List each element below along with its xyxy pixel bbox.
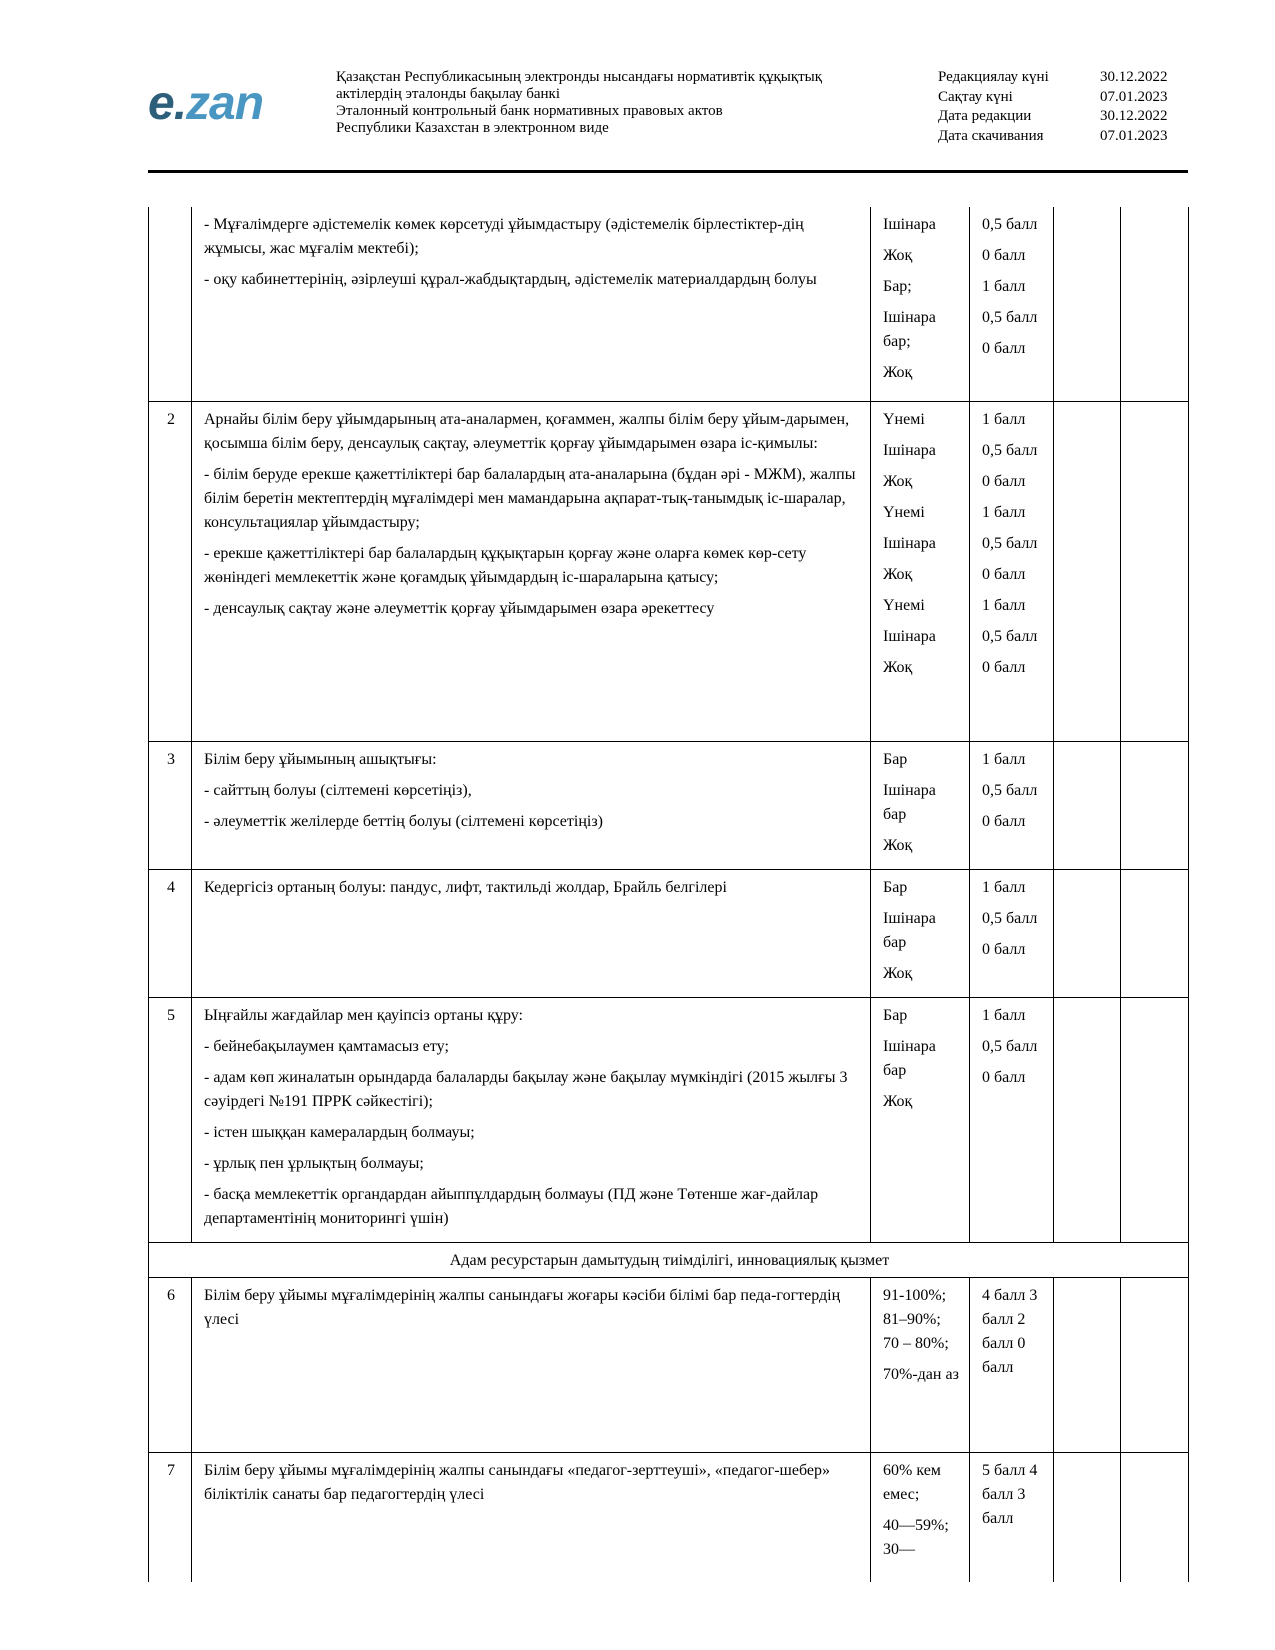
empty-cell [1121, 207, 1189, 401]
criterion-text: Білім беру ұйымы мұғалімдерінің жалпы санындағы «педагог-зерттеуші», «педагог-шебер» біліктілік санаты бар педагогтердің үлесі [204, 1461, 830, 1503]
score-text: 0,5 балл [982, 909, 1038, 927]
score-text: 4 балл 3 балл 2 балл 0 балл [982, 1286, 1038, 1376]
value-text: Жоқ [883, 472, 913, 490]
value-text: 91-100%; 81–90%; 70 – 80%; [883, 1286, 949, 1352]
score-text: 0,5 балл [982, 1037, 1038, 1055]
value-text: Ішінара бар [883, 781, 936, 823]
meta-row [938, 127, 1168, 147]
empty-cell [1054, 1452, 1121, 1582]
criterion-text: - әлеуметтік желілерде беттің болуы (сілтемені көрсетіңіз) [204, 812, 603, 830]
score-text: 0,5 балл [982, 534, 1038, 552]
score-cell [970, 997, 1054, 1242]
score-cell [970, 741, 1054, 869]
empty-cell [1121, 997, 1189, 1242]
meta-label: Редакциялау күні [938, 69, 1049, 85]
value-cell [871, 1452, 970, 1582]
value-text: 70%-дан аз [883, 1365, 959, 1383]
value-text: Жоқ [883, 247, 913, 264]
score-text: 0,5 балл [982, 309, 1038, 326]
value-text: Жоқ [883, 836, 913, 854]
criterion-text: Білім беру ұйымы мұғалімдерінің жалпы санындағы жоғары кәсіби білімі бар педа-гогтердің үлесі [204, 1286, 841, 1328]
empty-cell [1121, 1277, 1189, 1452]
score-text: 1 балл [982, 278, 1026, 295]
value-text: Бар [883, 878, 908, 896]
empty-cell [1121, 1452, 1189, 1582]
document-header [0, 0, 1275, 175]
meta-label: Дата скачивания [938, 127, 1044, 144]
value-text: Ішінара [883, 216, 936, 233]
meta-row [938, 88, 1168, 108]
row-number: 3 [149, 741, 192, 869]
value-text: Жоқ [883, 964, 913, 982]
row-number: 5 [149, 997, 192, 1242]
empty-cell [1054, 1277, 1121, 1452]
criterion-text: - білім беруде ерекше қажеттіліктері бар балалардың ата-аналарына (бұдан әрі - МЖМ), жалпы білім беретін мектептердің мұғалімдері мен мамандарына ақпарат-тық-танымдық іс-шаралар, консультациялар ұйымдастыру; [204, 465, 856, 531]
value-text: Бар [883, 1006, 908, 1024]
meta-value: 30.12.2022 [1100, 69, 1168, 85]
table-row [149, 1452, 1189, 1582]
criterion-text: Кедергісіз ортаның болуы: пандус, лифт, тактильді жолдар, Брайль белгілері [204, 878, 727, 896]
value-text: Ішінара [883, 534, 936, 552]
criterion-text: - денсаулық сақтау және әлеуметтік қорғау ұйымдарымен өзара әрекеттесу [204, 599, 715, 617]
criterion-cell [192, 1452, 871, 1582]
criteria-table-body [149, 207, 1189, 1582]
score-cell [970, 1452, 1054, 1582]
row-number: 2 [149, 401, 192, 741]
value-text: 40—59%; 30— [883, 1516, 949, 1558]
score-text: 0,5 балл [982, 781, 1038, 799]
empty-cell [1054, 207, 1121, 401]
criterion-text: Ыңғайлы жағдайлар мен қауіпсіз ортаны құру: [204, 1006, 523, 1024]
criterion-text: - басқа мемлекеттік органдардан айыппұлдардың болмауы (ПД және Төтенше жағ-дайлар департаментінің мониторингі үшін) [204, 1185, 819, 1227]
value-text: Ішінара [883, 627, 936, 645]
value-cell [871, 401, 970, 741]
empty-cell [1121, 869, 1189, 997]
meta-row [938, 68, 1168, 88]
table-row [149, 401, 1189, 741]
header-line: актілердің эталонды бақылау банкі [336, 86, 560, 102]
criterion-text: - адам көп жиналатын орындарда балаларды бақылау және бақылау мүмкіндігі (2015 жылғы 3 сәуірдегі №191 ПРРК сәйкестігі); [204, 1068, 848, 1110]
row-number [149, 207, 192, 401]
criterion-cell [192, 1277, 871, 1452]
score-text: 1 балл [982, 596, 1026, 614]
score-text: 0 балл [982, 1068, 1026, 1086]
score-text: 0,5 балл [982, 627, 1038, 645]
score-text: 0,5 балл [982, 441, 1038, 459]
value-text: Ішінара [883, 441, 936, 459]
section-row [149, 1242, 1189, 1277]
score-text: 0 балл [982, 658, 1026, 676]
score-cell [970, 207, 1054, 401]
score-text: 1 балл [982, 1006, 1026, 1024]
value-text: Ішінара бар [883, 909, 936, 951]
score-text: 1 балл [982, 878, 1026, 896]
criterion-text: Білім беру ұйымының ашықтығы: [204, 750, 437, 768]
value-text: Үнемі [883, 503, 925, 521]
score-text: 0 балл [982, 340, 1026, 357]
score-text: 0 балл [982, 940, 1026, 958]
criterion-text: - оқу кабинеттерінің, әзірлеуші құрал-жабдықтардың, әдістемелік материалдардың болуы [204, 271, 817, 288]
score-cell [970, 869, 1054, 997]
value-text: Жоқ [883, 565, 913, 583]
meta-label: Дата редакции [938, 108, 1032, 124]
value-text: Бар; [883, 278, 912, 295]
row-number: 4 [149, 869, 192, 997]
score-text: 5 балл 4 балл 3 балл [982, 1461, 1038, 1527]
criterion-text: Арнайы білім беру ұйымдарының ата-аналармен, қоғаммен, жалпы білім беру ұйым-дарымен, қосымша білім беру, денсаулық сақтау, әлеуметтік қорғау ұйымдарымен өзара іс-қимылы: [204, 410, 850, 452]
table-row [149, 741, 1189, 869]
table-row [149, 869, 1189, 997]
value-cell [871, 207, 970, 401]
score-text: 1 балл [982, 410, 1026, 428]
score-text: 0 балл [982, 565, 1026, 583]
value-cell [871, 741, 970, 869]
value-text: Үнемі [883, 410, 925, 428]
value-text: Жоқ [883, 658, 913, 676]
score-text: 0 балл [982, 472, 1026, 490]
meta-value: 07.01.2023 [1100, 127, 1168, 144]
empty-cell [1121, 401, 1189, 741]
section-heading: Адам ресурстарын дамытудың тиімділігі, инновациялық қызмет [149, 1242, 1189, 1277]
meta-value: 07.01.2023 [1100, 88, 1168, 105]
meta-row [938, 107, 1168, 127]
score-cell [970, 401, 1054, 741]
table-row [149, 1277, 1189, 1452]
value-text: Ішінара бар [883, 1037, 936, 1079]
score-text: 1 балл [982, 503, 1026, 521]
header-line: Қазақстан Республикасының электронды нысандағы нормативтік құқықтық [336, 69, 823, 85]
criterion-cell [192, 997, 871, 1242]
value-text: Жоқ [883, 364, 913, 381]
table-row [149, 207, 1189, 401]
score-text: 0 балл [982, 247, 1026, 264]
criterion-text: - ұрлық пен ұрлықтың болмауы; [204, 1154, 424, 1172]
row-number: 6 [149, 1277, 192, 1452]
value-text: Жоқ [883, 1092, 913, 1110]
score-cell [970, 1277, 1054, 1452]
value-cell [871, 869, 970, 997]
criterion-cell [192, 401, 871, 741]
header-line: Республики Казахстан в электронном виде [336, 120, 609, 136]
table-row [149, 997, 1189, 1242]
criterion-text: - Мұғалімдерге әдістемелік көмек көрсетуді ұйымдастыру (әдістемелік бірлестіктер-дің жұмысы, жас мұғалім мектебі); [204, 216, 804, 257]
empty-cell [1054, 997, 1121, 1242]
value-text: 60% кем емес; [883, 1461, 941, 1503]
ezan-logo: e.zan [148, 77, 264, 130]
score-text: 1 балл [982, 750, 1026, 768]
criterion-text: - істен шыққан камералардың болмауы; [204, 1123, 475, 1141]
criterion-cell [192, 741, 871, 869]
value-cell [871, 997, 970, 1242]
value-text: Ішінара бар; [883, 309, 936, 350]
value-cell [871, 1277, 970, 1452]
criteria-table [148, 207, 1189, 1582]
header-divider [148, 170, 1188, 173]
header-meta [938, 68, 1168, 146]
empty-cell [1121, 741, 1189, 869]
value-text: Үнемі [883, 596, 925, 614]
header-title [336, 69, 822, 137]
meta-value: 30.12.2022 [1100, 108, 1168, 124]
score-text: 0,5 балл [982, 216, 1038, 233]
criterion-cell [192, 207, 871, 401]
empty-cell [1054, 869, 1121, 997]
criterion-cell [192, 869, 871, 997]
value-text: Бар [883, 750, 908, 768]
score-text: 0 балл [982, 812, 1026, 830]
empty-cell [1054, 741, 1121, 869]
empty-cell [1054, 401, 1121, 741]
criterion-text: - сайттың болуы (сілтемені көрсетіңіз), [204, 781, 472, 799]
criterion-text: - бейнебақылаумен қамтамасыз ету; [204, 1037, 449, 1055]
criterion-text: - ерекше қажеттіліктері бар балалардың құқықтарын қорғау және оларға көмек көр-сету жөніндегі мемлекеттік және қоғамдық ұйымдардың іс-шараларына қатысу; [204, 544, 807, 586]
meta-label: Сақтау күні [938, 88, 1013, 105]
row-number: 7 [149, 1452, 192, 1582]
header-line: Эталонный контрольный банк нормативных правовых актов [336, 103, 723, 119]
